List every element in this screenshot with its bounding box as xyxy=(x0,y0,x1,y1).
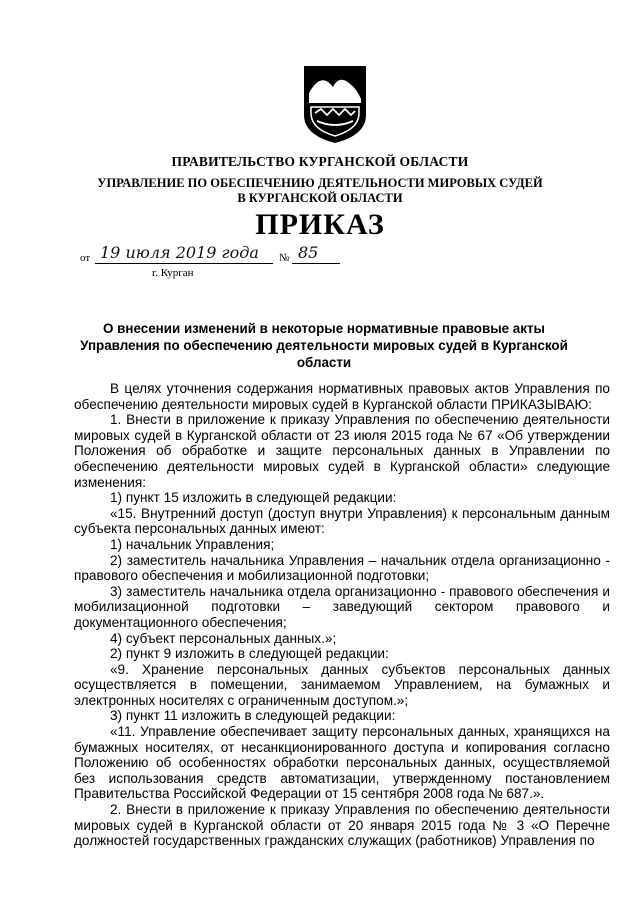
body-paragraph: «11. Управление обеспечивает защиту персональных данных, хранящихся на бумажных носителях, от несанкционированного доступа и копирования согласно Положению об особенностях обработки персональных данных, осуществляемой без использования средств автоматизации, утвержденному постановлением Правительства Российской Федерации от 15 сентября 2008 года № 687.». xyxy=(74,724,610,802)
body-paragraph: 2. Внести в приложение к приказу Управления по обеспечению деятельности мировых судей в Курганской области от 20 января 2015 года № 3 «О Перечне должностей государственных гражданских служащих (работников) Управления по xyxy=(74,802,610,849)
document-type: ПРИКАЗ xyxy=(255,208,385,241)
body-paragraph: 3) пункт 11 изложить в следующей редакции: xyxy=(110,708,396,724)
department-title-line1: УПРАВЛЕНИЕ ПО ОБЕСПЕЧЕНИЮ ДЕЯТЕЛЬНОСТИ МИРОВЫХ СУДЕЙ xyxy=(97,176,543,190)
handwritten-number: 85 xyxy=(298,243,319,262)
date-underline xyxy=(95,263,273,264)
preamble-paragraph: В целях уточнения содержания нормативных правовых актов Управления по обеспечению деятельности мировых судей в Курганской области ПРИКАЗЫВАЮ: xyxy=(74,381,610,412)
number-underline xyxy=(292,263,340,264)
body-paragraph: 2) пункт 9 изложить в следующей редакции: xyxy=(110,646,389,662)
date-prefix: от xyxy=(80,252,91,264)
document-body xyxy=(74,381,610,849)
body-paragraph: 3) заместитель начальника отдела организационно - правового обеспечения и мобилизационной подготовки – заведующий сектором правового и документационного обеспечения; xyxy=(74,583,610,630)
city-label: г. Курган xyxy=(152,267,194,279)
body-paragraph: «9. Хранение персональных данных субъектов персональных данных осуществляется в помещении, занимаемом Управлением, на бумажных и электронных носителях с ограниченным доступом.»; xyxy=(74,661,610,708)
document-subject: О внесении изменений в некоторые нормативные правовые акты Управления по обеспечению деятельности мировых судей в Курганской области xyxy=(80,321,568,370)
body-paragraph: «15. Внутренний доступ (доступ внутри Управления) к персональным данным субъекта персональных данных имеют: xyxy=(74,505,610,537)
department-title-line2: В КУРГАНСКОЙ ОБЛАСТИ xyxy=(237,191,403,205)
coat-of-arms-icon xyxy=(301,63,369,145)
government-title: ПРАВИТЕЛЬСТВО КУРГАНСКОЙ ОБЛАСТИ xyxy=(171,154,469,169)
body-paragraph: 1. Внести в приложение к приказу Управления по обеспечению деятельности мировых судей в Курганской области от 23 июля 2015 года № 67 «Об утверждении Положения об обработке и защите персональных данных в Управлении по обеспечению деятельности мировых судей в Курганской области» следующие изменения: xyxy=(74,412,610,490)
body-paragraph: 4) субъект персональных данных.»; xyxy=(110,630,337,646)
number-prefix: № xyxy=(279,252,290,264)
body-paragraph: 1) пункт 15 изложить в следующей редакции: xyxy=(110,490,397,506)
body-paragraph: 2) заместитель начальника Управления – начальник отдела организационно - правового обеспечения и мобилизационной подготовки; xyxy=(74,552,610,584)
body-paragraph: 1) начальник Управления; xyxy=(110,536,275,552)
handwritten-date: 19 июля 2019 года xyxy=(100,243,259,262)
